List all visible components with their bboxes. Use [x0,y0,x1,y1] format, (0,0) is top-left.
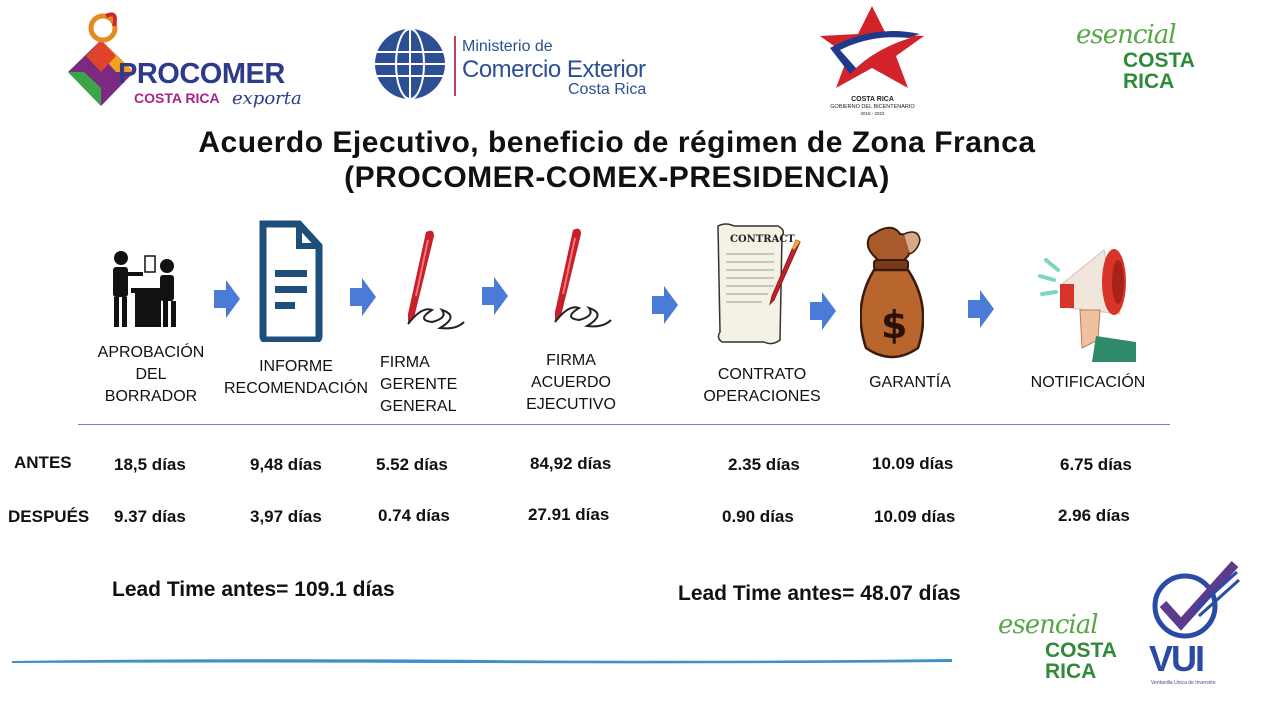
step-label-line: CONTRATO [717,366,807,383]
comex-line3: Costa Rica [568,81,647,98]
step-label-line: FIRMA [380,354,430,371]
flow-arrow-icon [214,280,240,318]
contract-icon [712,220,804,348]
lead-time-before: Lead Time antes= 109.1 días [112,578,395,601]
step-label-line: DEL [135,366,167,383]
step-label-line: ACUERDO [530,374,611,391]
flow-arrow-icon [810,292,836,330]
step-label-line: NOTIFICACIÓN [1030,374,1146,391]
vui-wordmark: VUI [1149,638,1204,679]
row-label-despues: DESPUÉS [8,507,90,526]
antes-value: 18,5 días [114,455,186,474]
esencial-costa-rica-logo [992,610,1142,688]
document-icon [259,220,323,342]
flow-arrow-icon [350,278,376,316]
step-label-line: RECOMENDACIÓN [223,380,368,397]
esencial-costa: COSTA [1123,49,1195,72]
step-label-contrato [698,364,826,408]
procomer-logo [62,8,312,112]
despues-value: 2.96 días [1058,506,1130,525]
step-label-aprobacion [84,342,218,408]
esencial-rica: RICA [1045,660,1097,683]
step-label-notificacion [1022,372,1154,394]
check-emblem-icon [1145,560,1245,640]
procomer-exporta: exporta [232,88,302,109]
pen-signature-icon [398,226,468,336]
comex-separator [454,36,456,96]
esencial-script: esencial [998,610,1098,640]
megaphone-icon [1036,244,1140,362]
esencial-costa: COSTA [1045,639,1117,662]
flow-arrow-icon [482,277,508,315]
despues-value: 3,97 días [250,507,322,526]
comex-line1: Ministerio de [462,38,553,55]
gobierno-line3: 2018 - 2022 [860,111,885,116]
esencial-costa-rica-logo [1070,20,1220,98]
vui-logo [1145,560,1245,700]
step-label-firma-gerente [380,352,462,418]
pen-signature-icon [545,224,615,334]
gobierno-logo [810,4,935,116]
antes-value: 9,48 días [250,455,322,474]
comex-line2: Comercio Exterior [462,56,646,83]
despues-value: 0.74 días [378,506,450,525]
lead-time-after: Lead Time antes= 48.07 días [678,582,961,605]
star-emblem-icon [810,4,935,94]
step-label-line: GERENTE [380,376,458,393]
despues-value: 9.37 días [114,507,186,526]
antes-value: 10.09 días [872,454,954,473]
step-label-line: INFORME [259,358,333,375]
despues-value: 27.91 días [528,505,610,524]
vui-subtitle: Ventanilla Única de Inversión [1151,680,1216,686]
globe-icon [372,26,448,102]
divider [78,424,1170,425]
step-label-informe [218,356,374,400]
flow-arrow-icon [968,290,994,328]
gobierno-line1: COSTA RICA [851,96,894,103]
svg-text:$: $ [881,303,908,347]
procomer-country: COSTA RICA [134,90,220,106]
step-label-line: APROBACIÓN [97,344,205,361]
despues-value: 0.90 días [722,507,794,526]
step-label-line: BORRADOR [104,388,198,405]
money-bag-icon [860,226,924,366]
step-label-garantia [858,372,962,394]
esencial-rica: RICA [1123,70,1175,93]
step-label-firma-acuerdo [516,350,626,416]
esencial-script: esencial [1076,20,1176,50]
antes-value: 2.35 días [728,455,800,474]
page-title-line2: (PROCOMER-COMEX-PRESIDENCIA) [344,161,890,194]
step-label-line: GENERAL [380,398,457,415]
gobierno-line2: GOBIERNO DEL BICENTENARIO [830,104,915,110]
page-title-line1: Acuerdo Ejecutivo, beneficio de régimen de Zona Franca [198,126,1036,159]
procomer-wordmark: PROCOMER [118,58,285,90]
step-label-line: EJECUTIVO [526,396,616,413]
step-label-line: GARANTÍA [869,374,951,391]
brush-stroke-divider [12,656,952,664]
step-label-line: FIRMA [546,352,596,369]
despues-value: 10.09 días [874,507,956,526]
antes-value: 5.52 días [376,455,448,474]
row-label-antes: ANTES [14,453,72,472]
flow-arrow-icon [652,286,678,324]
antes-value: 6.75 días [1060,455,1132,474]
antes-value: 84,92 días [530,454,612,473]
meeting-icon [105,248,185,330]
comex-logo [372,26,662,104]
svg-text:CONTRACT: CONTRACT [730,234,795,245]
step-label-line: OPERACIONES [703,388,821,405]
